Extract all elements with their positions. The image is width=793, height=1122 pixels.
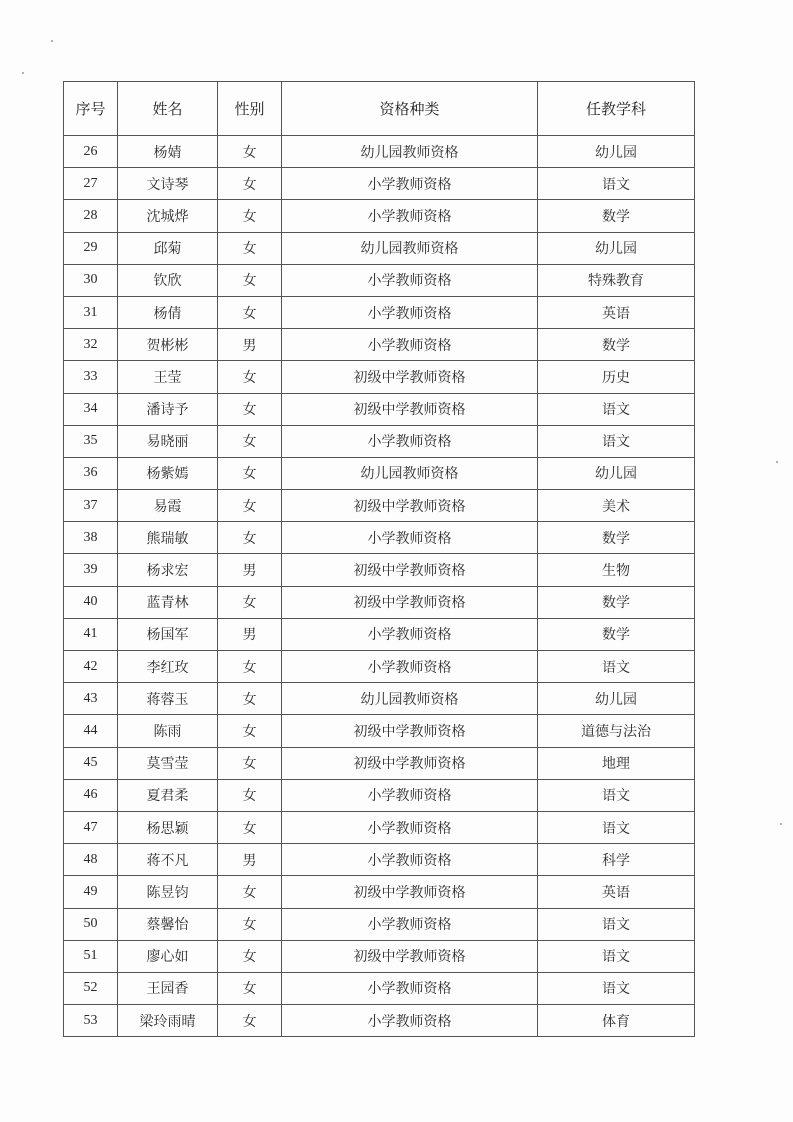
cell-teaching-subject: 数学: [538, 586, 695, 618]
scan-speck: [776, 461, 778, 463]
cell-gender: 女: [218, 264, 282, 296]
table-row: [64, 554, 695, 586]
cell-serial-number: 27: [64, 168, 118, 200]
cell-teaching-subject: 英语: [538, 876, 695, 908]
cell-name: 钦欣: [118, 264, 218, 296]
table-row: [64, 940, 695, 972]
scan-speck: [51, 40, 53, 42]
cell-name: 文诗琴: [118, 168, 218, 200]
cell-name: 贺彬彬: [118, 329, 218, 361]
table-row: [64, 457, 695, 489]
table-row: [64, 490, 695, 522]
cell-qualification-type: 小学教师资格: [282, 329, 538, 361]
cell-qualification-type: 幼儿园教师资格: [282, 232, 538, 264]
cell-teaching-subject: 语文: [538, 908, 695, 940]
cell-serial-number: 30: [64, 264, 118, 296]
cell-name: 蓝青林: [118, 586, 218, 618]
cell-gender: 女: [218, 200, 282, 232]
cell-gender: 女: [218, 940, 282, 972]
cell-gender: 女: [218, 715, 282, 747]
table-row: [64, 747, 695, 779]
cell-gender: 女: [218, 651, 282, 683]
cell-name: 易晓丽: [118, 425, 218, 457]
cell-teaching-subject: 语文: [538, 779, 695, 811]
cell-teaching-subject: 幼儿园: [538, 683, 695, 715]
cell-qualification-type: 初级中学教师资格: [282, 490, 538, 522]
table-row: [64, 715, 695, 747]
table-body: [64, 136, 695, 1037]
cell-teaching-subject: 历史: [538, 361, 695, 393]
cell-qualification-type: 小学教师资格: [282, 200, 538, 232]
table-row: [64, 972, 695, 1004]
cell-qualification-type: 初级中学教师资格: [282, 876, 538, 908]
cell-serial-number: 51: [64, 940, 118, 972]
cell-qualification-type: 小学教师资格: [282, 425, 538, 457]
cell-qualification-type: 小学教师资格: [282, 651, 538, 683]
cell-qualification-type: 小学教师资格: [282, 168, 538, 200]
cell-name: 蒋不凡: [118, 844, 218, 876]
cell-qualification-type: 小学教师资格: [282, 1005, 538, 1037]
cell-serial-number: 53: [64, 1005, 118, 1037]
table-row: [64, 844, 695, 876]
header-serial-number: 序号: [64, 82, 118, 136]
cell-name: 杨求宏: [118, 554, 218, 586]
cell-gender: 女: [218, 683, 282, 715]
cell-gender: 女: [218, 490, 282, 522]
cell-gender: 女: [218, 522, 282, 554]
cell-serial-number: 35: [64, 425, 118, 457]
cell-serial-number: 41: [64, 618, 118, 650]
table-row: [64, 136, 695, 168]
cell-teaching-subject: 语文: [538, 940, 695, 972]
cell-serial-number: 47: [64, 811, 118, 843]
cell-teaching-subject: 体育: [538, 1005, 695, 1037]
cell-qualification-type: 初级中学教师资格: [282, 554, 538, 586]
cell-qualification-type: 初级中学教师资格: [282, 940, 538, 972]
cell-name: 李红玫: [118, 651, 218, 683]
cell-gender: 女: [218, 908, 282, 940]
table-row: [64, 361, 695, 393]
cell-teaching-subject: 语文: [538, 651, 695, 683]
cell-qualification-type: 幼儿园教师资格: [282, 683, 538, 715]
table-row: [64, 811, 695, 843]
cell-gender: 女: [218, 168, 282, 200]
cell-gender: 男: [218, 618, 282, 650]
cell-serial-number: 34: [64, 393, 118, 425]
cell-teaching-subject: 特殊教育: [538, 264, 695, 296]
cell-teaching-subject: 数学: [538, 618, 695, 650]
cell-gender: 女: [218, 779, 282, 811]
cell-teaching-subject: 语文: [538, 811, 695, 843]
cell-qualification-type: 小学教师资格: [282, 811, 538, 843]
cell-serial-number: 37: [64, 490, 118, 522]
cell-qualification-type: 小学教师资格: [282, 844, 538, 876]
cell-gender: 女: [218, 361, 282, 393]
cell-teaching-subject: 语文: [538, 168, 695, 200]
cell-qualification-type: 小学教师资格: [282, 618, 538, 650]
cell-name: 王园香: [118, 972, 218, 1004]
cell-serial-number: 42: [64, 651, 118, 683]
cell-serial-number: 50: [64, 908, 118, 940]
cell-gender: 男: [218, 329, 282, 361]
cell-gender: 女: [218, 972, 282, 1004]
cell-teaching-subject: 语文: [538, 972, 695, 1004]
cell-teaching-subject: 幼儿园: [538, 232, 695, 264]
cell-name: 陈昱钧: [118, 876, 218, 908]
table-row: [64, 683, 695, 715]
cell-serial-number: 36: [64, 457, 118, 489]
cell-gender: 女: [218, 393, 282, 425]
cell-qualification-type: 小学教师资格: [282, 908, 538, 940]
cell-teaching-subject: 数学: [538, 329, 695, 361]
cell-serial-number: 38: [64, 522, 118, 554]
cell-qualification-type: 小学教师资格: [282, 264, 538, 296]
cell-qualification-type: 幼儿园教师资格: [282, 136, 538, 168]
cell-gender: 女: [218, 136, 282, 168]
table-row: [64, 296, 695, 328]
cell-name: 夏君柔: [118, 779, 218, 811]
cell-qualification-type: 小学教师资格: [282, 296, 538, 328]
cell-gender: 女: [218, 811, 282, 843]
cell-qualification-type: 初级中学教师资格: [282, 747, 538, 779]
cell-qualification-type: 初级中学教师资格: [282, 715, 538, 747]
cell-serial-number: 43: [64, 683, 118, 715]
cell-name: 王莹: [118, 361, 218, 393]
cell-name: 易霞: [118, 490, 218, 522]
table-row: [64, 651, 695, 683]
cell-teaching-subject: 科学: [538, 844, 695, 876]
cell-gender: 女: [218, 296, 282, 328]
cell-name: 蒋蓉玉: [118, 683, 218, 715]
table-row: [64, 200, 695, 232]
cell-name: 杨紫嫣: [118, 457, 218, 489]
table-row: [64, 168, 695, 200]
cell-qualification-type: 小学教师资格: [282, 779, 538, 811]
cell-qualification-type: 初级中学教师资格: [282, 361, 538, 393]
cell-qualification-type: 初级中学教师资格: [282, 586, 538, 618]
cell-teaching-subject: 道德与法治: [538, 715, 695, 747]
table-row: [64, 232, 695, 264]
cell-name: 廖心如: [118, 940, 218, 972]
cell-serial-number: 44: [64, 715, 118, 747]
table-row: [64, 586, 695, 618]
cell-name: 杨婧: [118, 136, 218, 168]
cell-gender: 男: [218, 844, 282, 876]
scan-speck: [780, 823, 782, 825]
cell-name: 陈雨: [118, 715, 218, 747]
table-row: [64, 264, 695, 296]
cell-serial-number: 29: [64, 232, 118, 264]
cell-name: 杨国军: [118, 618, 218, 650]
cell-name: 蔡馨怡: [118, 908, 218, 940]
cell-qualification-type: 幼儿园教师资格: [282, 457, 538, 489]
cell-serial-number: 33: [64, 361, 118, 393]
cell-gender: 女: [218, 747, 282, 779]
cell-teaching-subject: 美术: [538, 490, 695, 522]
cell-gender: 女: [218, 876, 282, 908]
cell-serial-number: 31: [64, 296, 118, 328]
header-teaching-subject: 任教学科: [538, 82, 695, 136]
table-row: [64, 329, 695, 361]
cell-teaching-subject: 生物: [538, 554, 695, 586]
teacher-roster-table: [63, 81, 695, 1037]
cell-teaching-subject: 地理: [538, 747, 695, 779]
cell-name: 潘诗予: [118, 393, 218, 425]
cell-qualification-type: 小学教师资格: [282, 522, 538, 554]
table-header-row: [64, 82, 695, 136]
cell-serial-number: 45: [64, 747, 118, 779]
cell-serial-number: 52: [64, 972, 118, 1004]
table-row: [64, 618, 695, 650]
cell-teaching-subject: 语文: [538, 425, 695, 457]
table-row: [64, 393, 695, 425]
cell-serial-number: 48: [64, 844, 118, 876]
cell-gender: 男: [218, 554, 282, 586]
cell-teaching-subject: 幼儿园: [538, 136, 695, 168]
table-row: [64, 1005, 695, 1037]
cell-serial-number: 32: [64, 329, 118, 361]
cell-teaching-subject: 语文: [538, 393, 695, 425]
table-row: [64, 876, 695, 908]
header-qualification-type: 资格种类: [282, 82, 538, 136]
table-row: [64, 425, 695, 457]
cell-teaching-subject: 数学: [538, 522, 695, 554]
table-row: [64, 522, 695, 554]
header-gender: 性别: [218, 82, 282, 136]
cell-serial-number: 40: [64, 586, 118, 618]
cell-qualification-type: 初级中学教师资格: [282, 393, 538, 425]
cell-name: 杨倩: [118, 296, 218, 328]
cell-serial-number: 49: [64, 876, 118, 908]
cell-name: 熊瑞敏: [118, 522, 218, 554]
cell-gender: 女: [218, 425, 282, 457]
cell-name: 杨思颖: [118, 811, 218, 843]
cell-gender: 女: [218, 457, 282, 489]
cell-name: 梁玲雨晴: [118, 1005, 218, 1037]
cell-name: 莫雪莹: [118, 747, 218, 779]
table-row: [64, 908, 695, 940]
cell-name: 邱菊: [118, 232, 218, 264]
cell-serial-number: 39: [64, 554, 118, 586]
cell-qualification-type: 小学教师资格: [282, 972, 538, 1004]
cell-teaching-subject: 数学: [538, 200, 695, 232]
cell-name: 沈城烨: [118, 200, 218, 232]
scan-speck: [22, 72, 24, 74]
cell-gender: 女: [218, 232, 282, 264]
cell-serial-number: 26: [64, 136, 118, 168]
header-name: 姓名: [118, 82, 218, 136]
cell-teaching-subject: 幼儿园: [538, 457, 695, 489]
cell-gender: 女: [218, 1005, 282, 1037]
table-row: [64, 779, 695, 811]
cell-serial-number: 28: [64, 200, 118, 232]
cell-teaching-subject: 英语: [538, 296, 695, 328]
cell-serial-number: 46: [64, 779, 118, 811]
cell-gender: 女: [218, 586, 282, 618]
